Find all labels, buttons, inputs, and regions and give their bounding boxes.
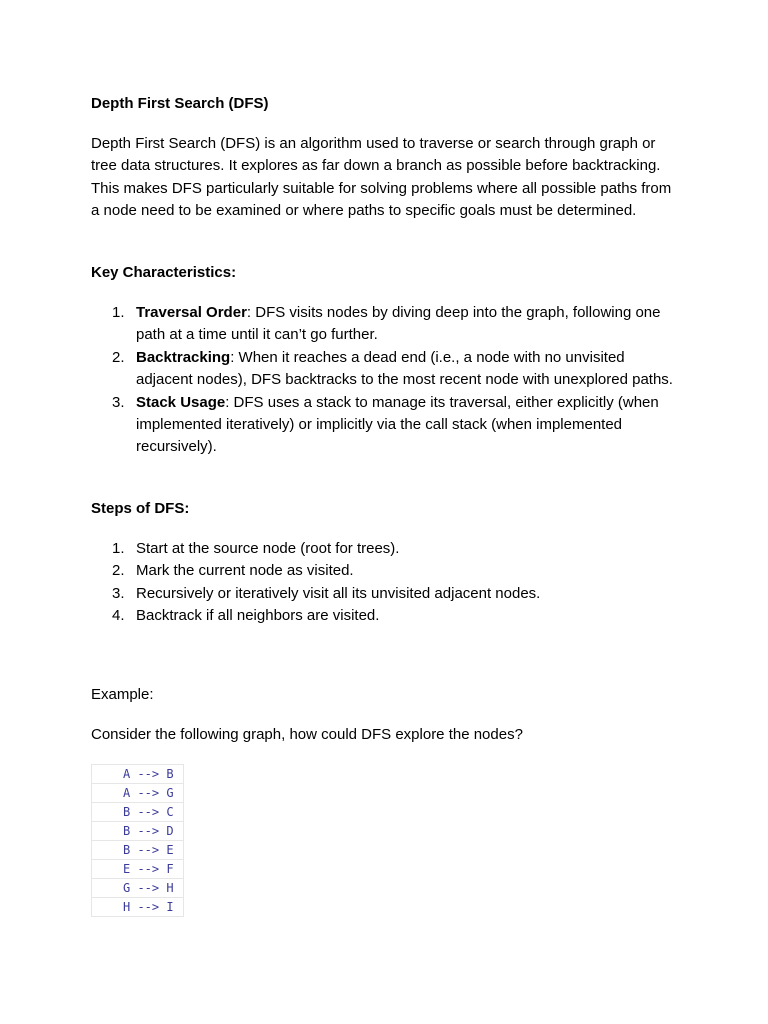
example-question: Consider the following graph, how could DFS explore the nodes? bbox=[91, 726, 523, 743]
term: Traversal Order bbox=[136, 304, 247, 321]
list-number: 2. bbox=[112, 562, 125, 580]
table-row bbox=[92, 822, 184, 841]
term-description: : When it reaches a dead end (i.e., a node with no unvisited adjacent nodes), DFS backtracks to the most recent node with unexplored paths. bbox=[136, 348, 673, 389]
document-title: Depth First Search (DFS) bbox=[91, 95, 269, 112]
step-text: Recursively or iteratively visit all its unvisited adjacent nodes. bbox=[136, 584, 541, 602]
edge-cell: B --> E bbox=[92, 841, 184, 860]
edge-cell: B --> C bbox=[92, 803, 184, 822]
edge-cell: E --> F bbox=[92, 860, 184, 879]
intro-paragraph: Depth First Search (DFS) is an algorithm used to traverse or search through graph or tree data structures. It explores as far down a branch as possible before backtracking. This makes DFS particularly suitable for solving problems where all possible paths from a node need to be examined or where paths to specific goals must be determined. bbox=[91, 135, 672, 220]
characteristics-heading: Key Characteristics: bbox=[91, 264, 237, 281]
list-item bbox=[91, 560, 676, 582]
table-row bbox=[92, 841, 184, 860]
step-text: Backtrack if all neighbors are visited. bbox=[136, 607, 380, 625]
list-number: 1. bbox=[112, 540, 125, 557]
table-row bbox=[92, 765, 184, 784]
term-description: : DFS uses a stack to manage its traversal, either explicitly (when implemented iteratively) or implicitly via the call stack (when implemented recursively). bbox=[136, 393, 659, 456]
edge-cell: H --> I bbox=[92, 898, 184, 917]
edge-cell: B --> D bbox=[92, 822, 184, 841]
list-number: 1. bbox=[112, 304, 125, 321]
example-label: Example: bbox=[91, 686, 154, 703]
list-item bbox=[91, 605, 676, 627]
edge-cell: G --> H bbox=[92, 879, 184, 898]
list-number: 2. bbox=[112, 348, 125, 366]
edge-cell: A --> G bbox=[92, 784, 184, 803]
term: Backtracking bbox=[136, 348, 231, 366]
table-row bbox=[92, 803, 184, 822]
steps-heading: Steps of DFS: bbox=[91, 500, 190, 517]
list-item bbox=[91, 302, 676, 347]
characteristics-list bbox=[91, 302, 676, 459]
list-number: 3. bbox=[112, 393, 125, 411]
edge-list-table bbox=[91, 764, 184, 917]
list-item bbox=[91, 583, 676, 605]
edge-cell: A --> B bbox=[92, 765, 184, 784]
step-text: Start at the source node (root for trees). bbox=[136, 540, 400, 557]
table-row bbox=[92, 784, 184, 803]
table-row bbox=[92, 879, 184, 898]
list-item bbox=[91, 347, 676, 392]
list-number: 4. bbox=[112, 607, 125, 625]
step-text: Mark the current node as visited. bbox=[136, 562, 354, 580]
list-number: 3. bbox=[112, 584, 125, 602]
steps-list bbox=[91, 538, 676, 628]
list-item bbox=[91, 392, 676, 459]
term-description: : DFS visits nodes by diving deep into the graph, following one path at a time until it can’t go further. bbox=[136, 304, 661, 344]
list-item bbox=[91, 538, 676, 560]
table-row bbox=[92, 898, 184, 917]
term: Stack Usage bbox=[136, 393, 226, 411]
table-row bbox=[92, 860, 184, 879]
